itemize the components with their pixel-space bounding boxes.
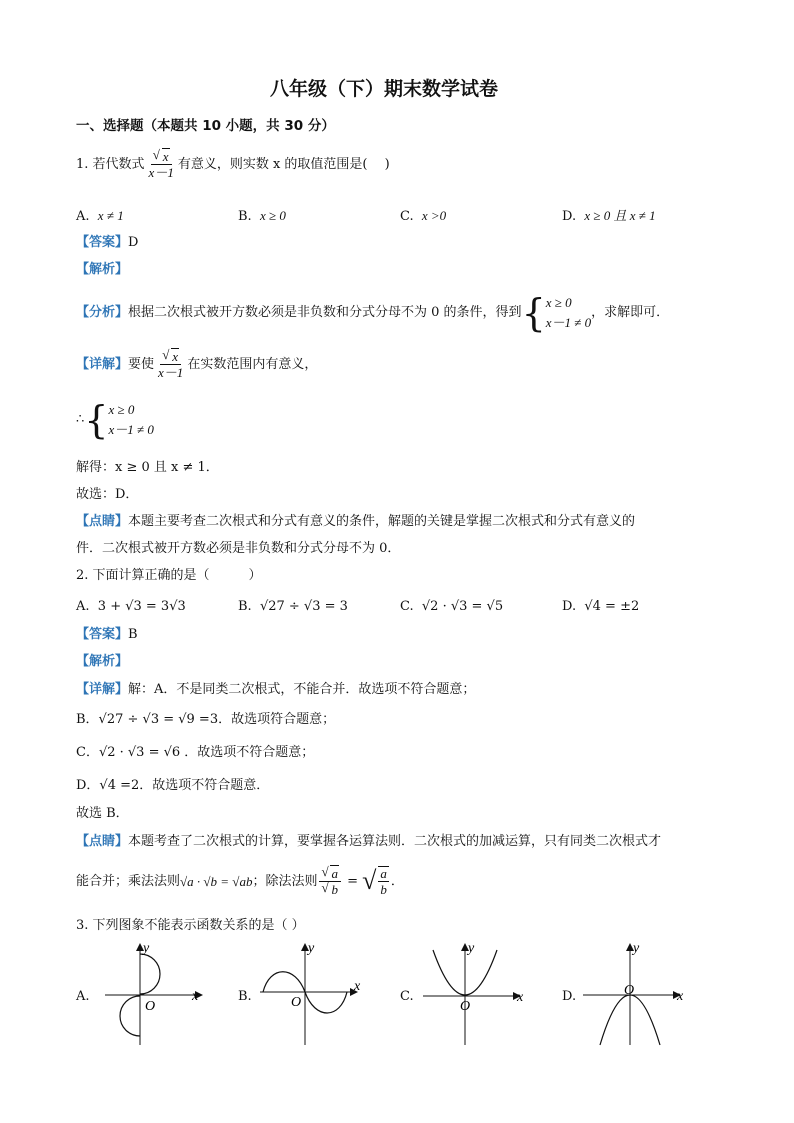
q1-option-c[interactable]: C. x >0 (400, 208, 447, 224)
q3-c-origin: O (460, 999, 471, 1014)
q2-detail-c: C．√2 · √3 = √6 ．故选项不符合题意； (76, 745, 315, 760)
q1-option-a[interactable]: A. x ≠ 1 (76, 208, 124, 224)
q1-dianjing-2: 件．二次根式被开方数必须是非负数和分式分母不为 0． (76, 541, 401, 556)
q1-xiangjie: 【详解】 要使 √ $\frac{x}{x-1}$ 在实数范围内有意义， (76, 350, 317, 379)
q3-a-axis-x: x (192, 989, 199, 1004)
q3-option-c-label[interactable]: C. (400, 989, 414, 1004)
div-rule-left: √ a √ b (319, 867, 341, 896)
q3-a-origin: O (145, 999, 156, 1014)
q2-detail-a: 【详解】解：A．不是同类二次根式，不能合并．故选项不符合题意； (76, 682, 476, 697)
q2-analysis-tag: 【解析】 (76, 654, 129, 669)
q2-option-d[interactable]: D. √4 = ±2 (562, 599, 640, 614)
q3-graph-d (578, 940, 698, 1050)
q3-c-axis-y: y (468, 941, 475, 956)
q3-graph-a (95, 940, 215, 1050)
question-1-stem (76, 150, 390, 179)
q3-b-axis-y: y (308, 941, 315, 956)
q3-graph-b (255, 940, 375, 1050)
q1-fraction: √ $\frac{x}{x-1}$ (147, 150, 176, 179)
q3-d-origin: O (624, 983, 635, 998)
q1-answer: 【答案】D (76, 235, 139, 250)
q1-fenxi: 【分析】 根据二次根式被开方数必须是非负数和分式分母不为 0 的条件，得到 { x ≥ 0 x－1 ≠ 0 ，求解即可． (76, 290, 670, 335)
q1-solve: 解得：x ≥ 0 且 x ≠ 1． (76, 460, 219, 475)
q2-answer: 【答案】B (76, 627, 138, 642)
page-title: 八年级（下）期末数学试卷 (270, 78, 499, 100)
q1-option-b[interactable]: B. x ≥ 0 (238, 208, 286, 224)
q3-b-axis-x: x (354, 979, 361, 994)
q2-option-a[interactable]: A. 3 + √3 = 3√3 (76, 599, 186, 614)
q1-option-d[interactable]: D. x ≥ 0 且 x ≠ 1 (562, 208, 656, 224)
section-heading: 一、选择题（本题共 10 小题，共 30 分） (76, 118, 335, 134)
q1-system: ∴ { x ≥ 0 x－1 ≠ 0 (76, 397, 154, 442)
q1-dianjing-1: 【点睛】本题主要考查二次根式和分式有意义的条件，解题的关键是掌握二次根式和分式有意义的 (76, 514, 636, 529)
q3-d-axis-y: y (633, 941, 640, 956)
q2-option-c[interactable]: C. √2 · √3 = √5 (400, 599, 504, 614)
q3-graph-c (418, 940, 538, 1050)
q1-choose: 故选：D． (76, 487, 139, 502)
q2-detail-b: B．√27 ÷ √3 = √9 =3．故选项符合题意； (76, 712, 336, 727)
q2-option-b[interactable]: B. √27 ÷ √3 = 3 (238, 599, 348, 614)
q3-option-b-label[interactable]: B. (238, 989, 252, 1004)
q3-a-axis-y: y (143, 941, 150, 956)
question-3-stem: 3. 下列图象不能表示函数关系的是（ ） (76, 918, 305, 933)
question-2-stem: 2. 下面计算正确的是（ ） (76, 568, 262, 583)
q2-dianjing-1: 【点睛】本题考查了二次根式的计算，要掌握各运算法则．二次根式的加减运算，只有同类二次根式才 (76, 834, 662, 849)
q1-analysis-tag: 【解析】 (76, 262, 129, 277)
q3-b-origin: O (291, 995, 302, 1010)
q3-option-a-label[interactable]: A. (76, 989, 90, 1004)
q3-option-d-label[interactable]: D. (562, 989, 577, 1004)
q2-detail-d: D．√4 =2．故选项不符合题意． (76, 778, 270, 793)
q2-dianjing-2: 能合并；乘法法则 √a · √b = √ab ；除法法则 √ a √ b = √ $\frac{a}{b}$ ． (76, 866, 404, 896)
q3-d-axis-x: x (677, 989, 684, 1004)
q2-choose: 故选 B． (76, 806, 129, 821)
q1-stem-pre: 1. 若代数式 (76, 157, 145, 172)
q1-stem-post: 有意义，则实数 x 的取值范围是( ) (177, 157, 390, 172)
q3-c-axis-x: x (517, 990, 524, 1005)
